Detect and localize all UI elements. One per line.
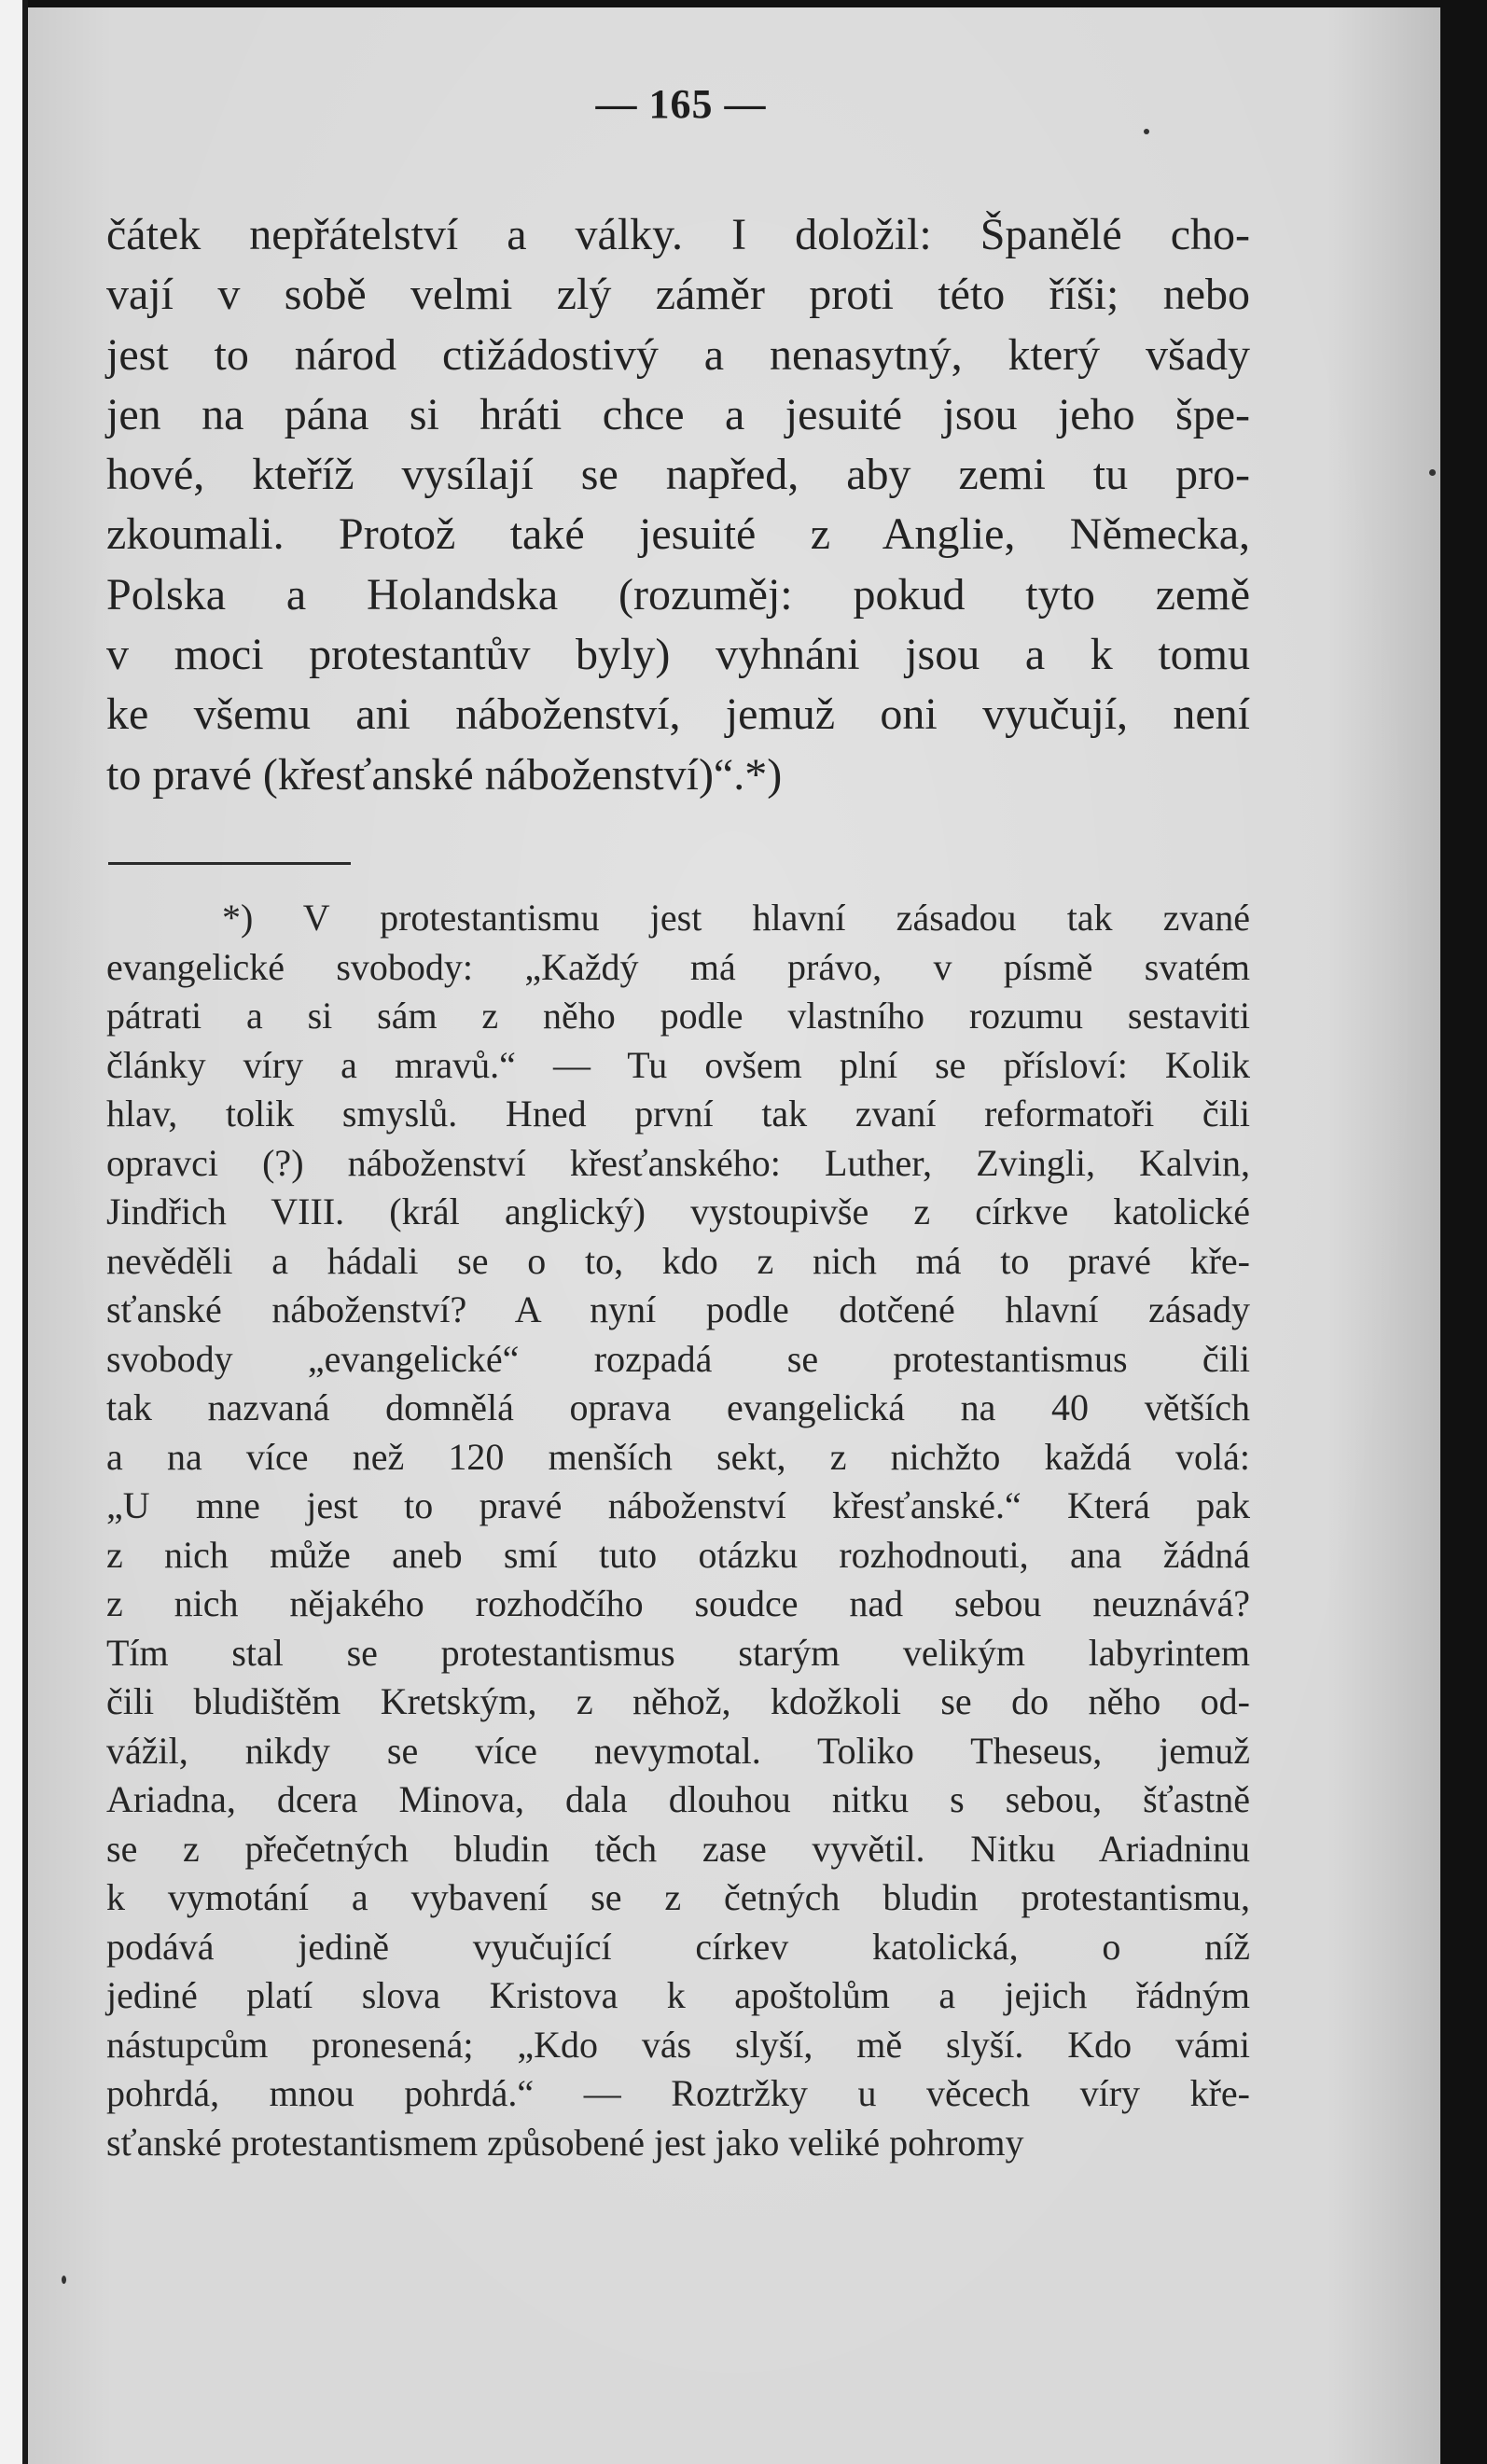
text-line: hové, kteříž vysílají se napřed, aby zemi tu pro- (106, 450, 1250, 500)
footnote-line: a na více než 120 menších sekt, z nichžto každá volá: (106, 1435, 1250, 1478)
text-line: ke všemu ani náboženství, jemuž oni vyučují, není (106, 689, 1250, 740)
footnote-line: se z přečetných bludin těch zase vyvětil. Nitku Ariadninu (106, 1827, 1250, 1870)
footnote-line: Ariadna, dcera Minova, dala dlouhou nitku s sebou, šťastně (106, 1778, 1250, 1820)
footnote-line: nástupcům pronesená; „Kdo vás slyší, mě slyší. Kdo vámi (106, 2023, 1250, 2066)
footnote-line: Tím stal se protestantismus starým velikým labyrintem (106, 1631, 1250, 1674)
footnote (106, 894, 1250, 2167)
scan-speck (1429, 469, 1436, 476)
footnote-line: z nich může aneb smí tuto otázku rozhodnouti, ana žádná (106, 1533, 1250, 1576)
footnote-line: sťanské protestantismem způsobené jest jako veliké pohromy (106, 2121, 1024, 2164)
footnote-line: evangelické svobody: „Každý má právo, v písmě svatém (106, 945, 1250, 988)
footnote-line: vážil, nikdy se více nevymotal. Toliko Theseus, jemuž (106, 1729, 1250, 1772)
text-line: zkoumali. Protož také jesuité z Anglie, Německa, (106, 509, 1250, 560)
footnote-line: sťanské náboženství? A nyní podle dotčené hlavní zásady (106, 1288, 1250, 1330)
footnote-line: Jindřich VIII. (král anglický) vystoupivše z církve katolické (106, 1190, 1250, 1232)
footnote-line: podává jedině vyučující církev katolická, o níž (106, 1925, 1250, 1968)
footnote-line: nevěděli a hádali se o to, kdo z nich má to pravé kře- (106, 1239, 1250, 1282)
scan-speck (1144, 129, 1149, 134)
footnote-line: „U mne jest to pravé náboženství křesťanské.“ Která pak (106, 1484, 1250, 1526)
text-line: čátek nepřátelství a války. I doložil: Španělé cho- (106, 210, 1250, 259)
footnote-separator (108, 862, 351, 865)
footnote-line: pohrdá, mnou pohrdá.“ — Roztržky u věcech víry kře- (106, 2072, 1250, 2114)
page-number: — 165 — (595, 81, 767, 127)
footnote-line: jediné platí slova Kristova k apoštolům a jejich řádným (106, 1974, 1250, 2016)
text-line: to pravé (křesťanské náboženství)“.*) (106, 749, 783, 800)
footnote-line: tak nazvaná domnělá oprava evangelická na 40 větších (106, 1386, 1250, 1428)
footnote-line: hlav, tolik smyslů. Hned první tak zvaní reformatoři čili (106, 1093, 1250, 1135)
body-text (106, 205, 1250, 805)
footnote-line: k vymotání a vybavení se z četných bludin protestantismu, (106, 1876, 1250, 1918)
text-line: Polska a Holandska (rozuměj: pokud tyto země (106, 569, 1250, 619)
footnote-line: pátrati a si sám z něho podle vlastního rozumu sestaviti (106, 995, 1250, 1037)
text-line: jen na pána si hráti chce a jesuité jsou jeho špe- (106, 389, 1250, 439)
footnote-line: čili bludištěm Kretským, z něhož, kdožkoli se do něho od- (106, 1680, 1250, 1722)
scan-border-left (0, 0, 22, 2464)
footnote-line: opravci (?) náboženství křesťanského: Luther, Zvingli, Kalvin, (106, 1141, 1250, 1184)
text-line: vají v sobě velmi zlý záměr proti této říši; nebo (106, 270, 1250, 320)
text-line: v moci protestantův byly) vyhnáni jsou a k tomu (106, 630, 1250, 680)
footnote-line: svobody „evangelické“ rozpadá se protestantismus čili (106, 1337, 1250, 1380)
scan-speck (62, 2276, 66, 2284)
text-line: jest to národ ctižádostivý a nenasytný, který všady (106, 329, 1250, 380)
footnote-line: články víry a mravů.“ — Tu ovšem plní se přísloví: Kolik (106, 1043, 1250, 1086)
footnote-line: *) V protestantismu jest hlavní zásadou tak zvané (222, 897, 1250, 939)
footnote-line: z nich nějakého rozhodčího soudce nad sebou neuznává? (106, 1582, 1250, 1624)
book-page (28, 7, 1440, 2464)
